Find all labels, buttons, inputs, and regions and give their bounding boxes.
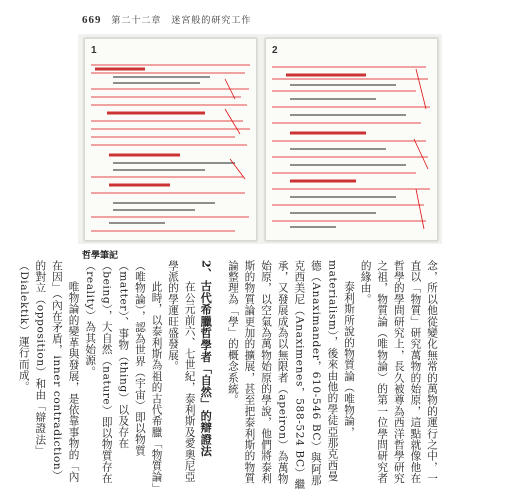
running-header bbox=[82, 13, 251, 26]
sheet-number-left: 1 bbox=[91, 45, 97, 56]
figure-caption: 哲學筆記 bbox=[82, 251, 119, 261]
paragraph: 泰利斯所說的物質論（唯物論，materialism），後來由他的學徒亞那克西曼德（Anaximander，610-546 BC）與阿那克西美尼（Anaximenes，588-524 BC）繼承，又發展成為以無限者（apeiron）為萬物始原，以空氣為萬物始原的學說，他們將泰利斯的物質論更加的擴展，甚至把泰利斯的物質論整理為「學」的概念系統。 bbox=[226, 260, 356, 491]
handwriting-left bbox=[85, 39, 256, 240]
handwriting-right bbox=[266, 39, 437, 240]
body-text bbox=[15, 260, 440, 492]
manuscript-sheet-right bbox=[265, 38, 438, 241]
chapter-title: 第二十二章 迷宮般的研究工作 bbox=[111, 16, 252, 26]
manuscript-photo bbox=[78, 34, 442, 244]
section-heading: 2、古代希臘哲學者「自然」的辯證法 bbox=[199, 260, 214, 458]
sheet-number-right: 2 bbox=[272, 45, 278, 56]
paragraph: 此時，以泰利斯為祖的古代希臘「物質論」（唯物論），認為世界（宇宙）即以物質（matter）、事物（thing）以及存在（being），大自然（nature）即以物質存在（reality）為其始源。 bbox=[84, 260, 163, 489]
paragraph: 念，所以他從變化無常的萬物的運行之中，一直以「物質」研究萬物的始原，這點就像他在哲學的學問研究上，長久被尊為西洋哲學研究之祖，物質論（唯物論）的第一位學問研究者的緣由。 bbox=[359, 260, 438, 484]
manuscript-sheet-left bbox=[84, 38, 257, 241]
paragraph: 唯物論的變革與發展，是依靠事物的「內在因」（內在矛盾，inner contradiction）的對立（opposition）和由「辯證法」（Dialektik）運行而成。 bbox=[17, 260, 80, 483]
paragraph: 在公元前六、七世紀，泰利斯及愛奧尼亞學派的學運旺盛發展。 bbox=[167, 260, 196, 483]
page-number: 669 bbox=[82, 14, 102, 26]
